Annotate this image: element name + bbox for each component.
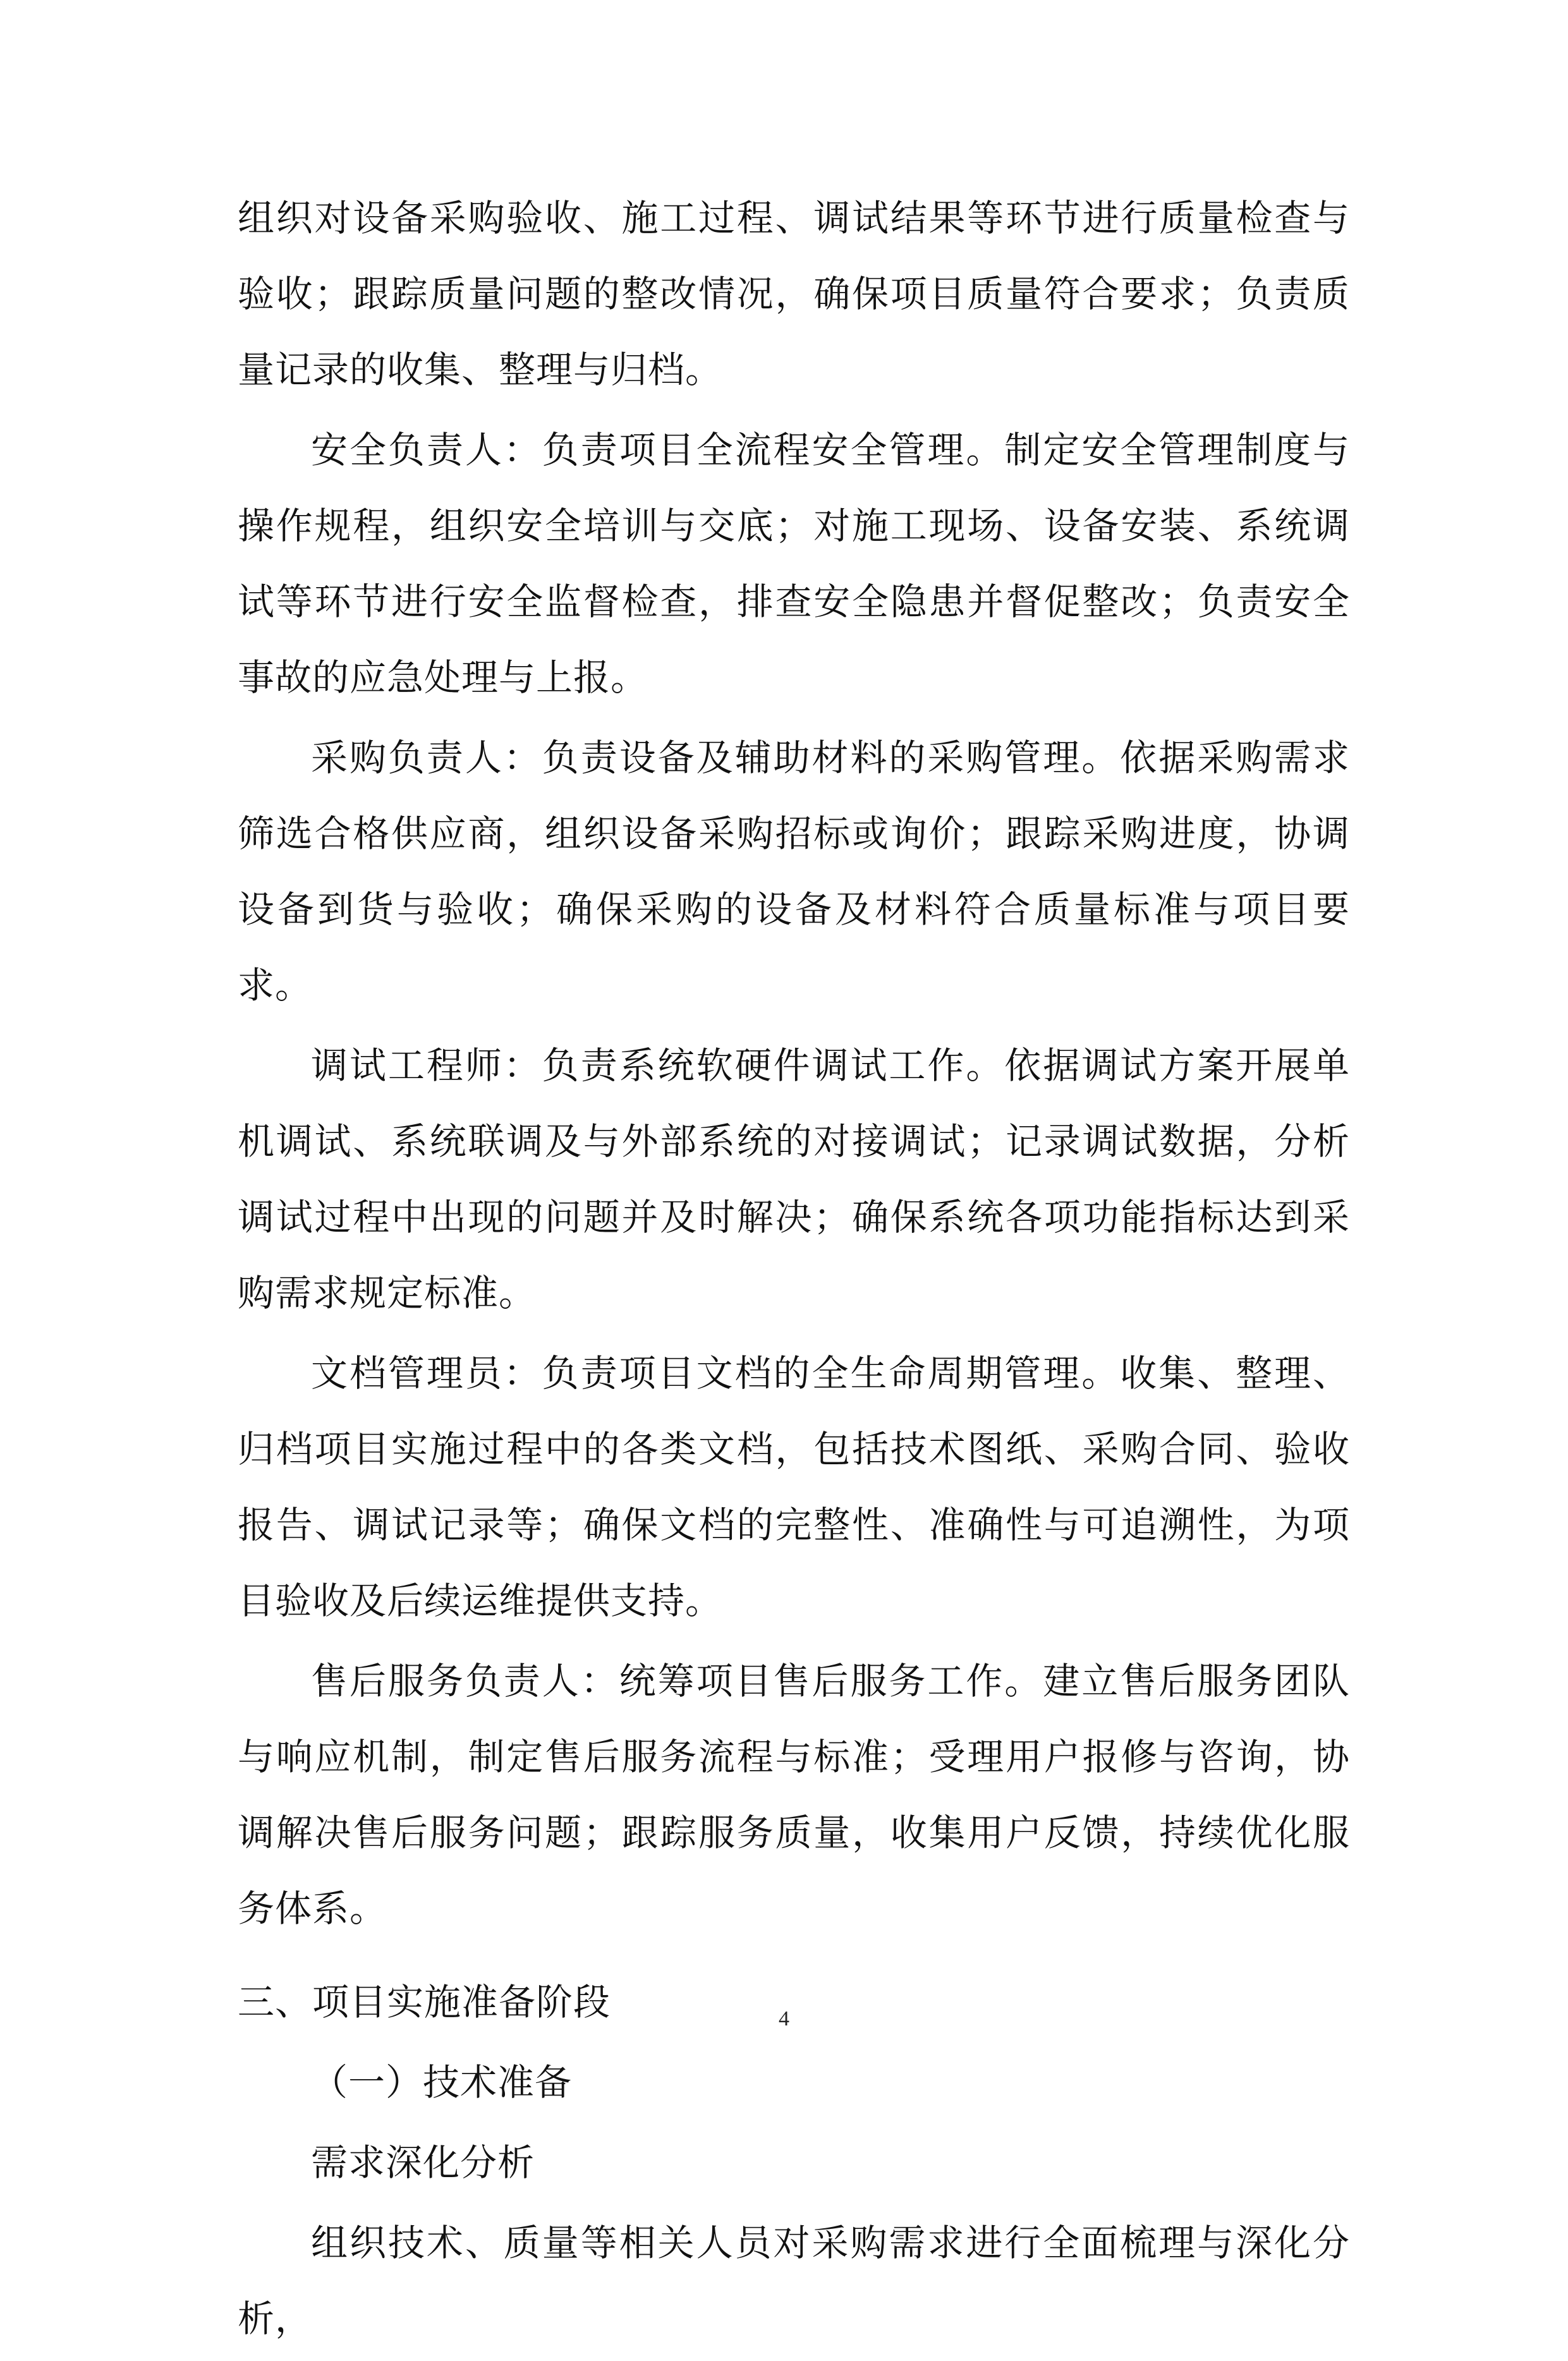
paragraph-after-sales-lead: 售后服务负责人：统筹项目售后服务工作。建立售后服务团队与响应机制，制定售后服务流程与标准；受理用户报修与咨询，协调解决售后服务问题；跟踪服务质量，收集用户反馈，持续优化服务体系。 xyxy=(238,1660,1350,1930)
paragraph-document-manager: 文档管理员：负责项目文档的全生命周期管理。收集、整理、归档项目实施过程中的各类文档，包括技术图纸、采购合同、验收报告、调试记录等；确保文档的完整性、准确性与可追溯性，为项目验收及后续运维提供支持。 xyxy=(238,1352,1350,1622)
item-heading: 需求深化分析 xyxy=(311,2141,535,2184)
paragraph-procurement-lead: 采购负责人：负责设备及辅助材料的采购管理。依据采购需求筛选合格供应商，组织设备采购招标或询价；跟踪采购进度，协调设备到货与验收；确保采购的设备及材料符合质量标准与项目要求。 xyxy=(238,736,1350,1007)
document-body xyxy=(238,180,1350,2361)
paragraph-quality-duties: 组织对设备采购验收、施工过程、调试结果等环节进行质量检查与验收；跟踪质量问题的整改情况，确保项目质量符合要求；负责质量记录的收集、整理与归档。 xyxy=(238,197,1350,391)
section-heading: 三、项目实施准备阶段 xyxy=(238,1981,611,2024)
paragraph-requirements-analysis: 组织技术、质量等相关人员对采购需求进行全面梳理与深化分析， xyxy=(238,2221,1350,2340)
sub-heading: （一）技术准备 xyxy=(311,2061,573,2104)
page-number: 4 xyxy=(779,2007,789,2030)
paragraph-safety-lead: 安全负责人：负责项目全流程安全管理。制定安全管理制度与操作规程，组织安全培训与交底；对施工现场、设备安装、系统调试等环节进行安全监督检查，排查安全隐患并督促整改；负责安全事故的应急处理与上报。 xyxy=(238,428,1350,699)
paragraph-commissioning-engineer: 调试工程师：负责系统软硬件调试工作。依据调试方案开展单机调试、系统联调及与外部系统的对接调试；记录调试数据，分析调试过程中出现的问题并及时解决；确保系统各项功能指标达到采购需求规定标准。 xyxy=(238,1044,1350,1314)
